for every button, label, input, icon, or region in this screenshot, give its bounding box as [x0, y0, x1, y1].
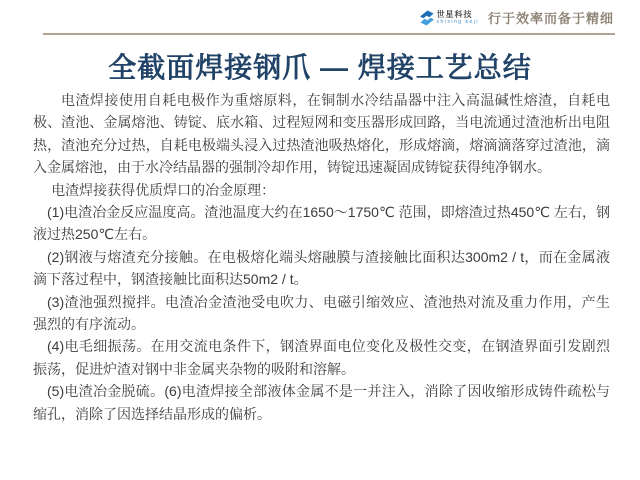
header-brand: [419, 8, 614, 27]
body-paragraph: 电渣焊接获得优质焊口的冶金原理：: [51, 181, 276, 198]
logo-icon: [419, 10, 435, 26]
page-title: 全截面焊接钢爪 — 焊接工艺总结: [108, 52, 532, 83]
body-paragraph: (4)电毛细振荡。在用交流电条件下，钢渣界面电位变化及极性交变，在钢渣界面引发剧烈振荡，促进炉渣对钢中非金属夹杂物的吸附和溶解。: [33, 338, 610, 377]
body-paragraph: (2)钢液与熔渣充分接触。在电极熔化端头熔融膜与渣接触比面积达300m2 / t，而在金属液滴下落过程中，钢渣接触比面积达50m2 / t。: [33, 248, 610, 288]
body-paragraph: (5)电渣冶金脱硫。(6)电渣焊接全部液体金属不是一并注入，消除了因收缩形成铸件疏松与缩孔，消除了因选择结晶形成的偏析。: [33, 383, 610, 422]
header-divider: [43, 33, 615, 35]
header-slogan: 行于效率而备于精细: [487, 11, 614, 26]
logo-company-name: 世星科技: [436, 9, 473, 19]
slide-body: [33, 89, 610, 425]
body-paragraph: 电渣焊接使用自耗电极作为重熔原料，在铜制水冷结晶器中注入高温碱性熔渣，自耗电极、渣池、金属熔池、铸锭、底水箱、过程短网和变压器形成回路，当电流通过渣池析出电阻热，渣池充分过热，自耗电极端头浸入过热渣池吸热熔化，形成熔滴，熔滴滴落穿过渣池，滴入金属熔池，由于水冷结晶器的强制冷却作用，铸锭迅速凝固成铸锭获得纯净钢水。: [33, 92, 610, 176]
logo-text-block: [437, 11, 479, 25]
company-logo: [419, 10, 479, 26]
body-paragraph: (1)电渣冶金反应温度高。渣池温度大约在1650～1750℃ 范围，即熔渣过热450℃ 左右，钢液过热250℃左右。: [33, 204, 610, 243]
body-paragraph: (3)渣池强烈搅拌。电渣冶金渣池受电吹力、电磁引缩效应、渣池热对流及重力作用，产生强烈的有序流动。: [33, 293, 610, 333]
logo-subtext: shixing keji: [436, 18, 479, 25]
